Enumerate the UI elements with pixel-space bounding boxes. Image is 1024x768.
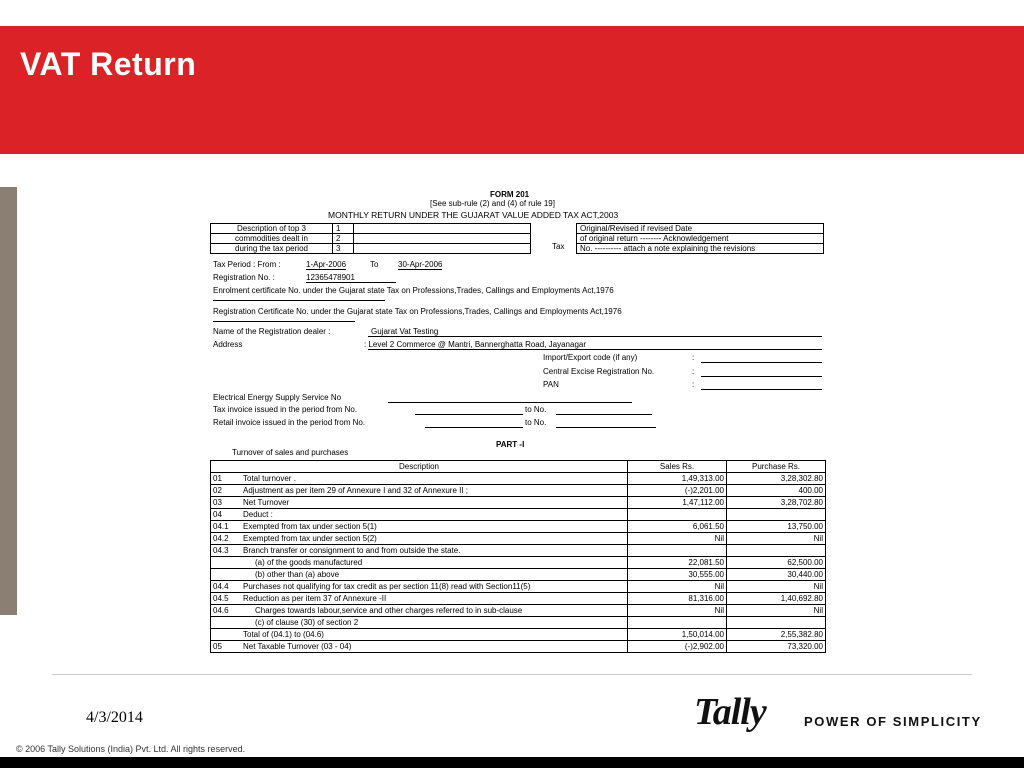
table-row bbox=[211, 545, 826, 557]
form-heading: FORM 201 bbox=[490, 190, 530, 199]
row-description: Net Turnover bbox=[241, 497, 628, 509]
retail-invoice-to-line bbox=[556, 427, 656, 428]
row-purchase: Nil bbox=[727, 581, 826, 593]
slide-title: VAT Return bbox=[20, 46, 197, 82]
central-excise-line bbox=[701, 376, 822, 377]
pan-label: PAN bbox=[543, 380, 559, 389]
table-row bbox=[211, 521, 826, 533]
footer-divider bbox=[52, 674, 972, 675]
commodity-entry bbox=[354, 244, 531, 254]
table-row bbox=[211, 641, 826, 653]
row-code: 01 bbox=[211, 473, 242, 485]
row-sales bbox=[628, 545, 727, 557]
row-sales: 6,061.50 bbox=[628, 521, 727, 533]
revision-table bbox=[576, 223, 824, 254]
dealer-name: Gujarat Vat Testing bbox=[371, 327, 439, 336]
commodity-number: 1 bbox=[333, 224, 354, 234]
row-description: (b) other than (a) above bbox=[241, 569, 628, 581]
table-row bbox=[211, 533, 826, 545]
row-sales: Nil bbox=[628, 533, 727, 545]
row-sales bbox=[628, 509, 727, 521]
commodities-label: Description of top 3 bbox=[211, 224, 333, 234]
row-code bbox=[211, 557, 242, 569]
dealer-label: Name of the Registration dealer : bbox=[213, 327, 331, 336]
table-row bbox=[211, 497, 826, 509]
import-export-line bbox=[701, 362, 822, 363]
commodities-label: during the tax period bbox=[211, 244, 333, 254]
dealer-underline bbox=[368, 336, 822, 337]
commodity-number: 2 bbox=[333, 234, 354, 244]
revision-line: of original return -------- Acknowledgement bbox=[577, 234, 824, 244]
electrical-label: Electrical Energy Supply Service No bbox=[213, 393, 342, 402]
bottom-bar bbox=[0, 757, 1024, 768]
tax-invoice-label: Tax invoice issued in the period from No. bbox=[213, 405, 358, 414]
row-sales bbox=[628, 617, 727, 629]
row-sales: Nil bbox=[628, 605, 727, 617]
row-code bbox=[211, 617, 242, 629]
table-row bbox=[211, 617, 826, 629]
copyright: © 2006 Tally Solutions (India) Pvt. Ltd. All rights reserved. bbox=[16, 744, 246, 754]
row-description: Total of (04.1) to (04.6) bbox=[241, 629, 628, 641]
row-code: 05 bbox=[211, 641, 242, 653]
row-code: 04.1 bbox=[211, 521, 242, 533]
row-description: Exempted from tax under section 5(2) bbox=[241, 533, 628, 545]
commodity-entry bbox=[354, 224, 531, 234]
row-purchase: Nil bbox=[727, 533, 826, 545]
row-code: 02 bbox=[211, 485, 242, 497]
row-description: Adjustment as per item 29 of Annexure I and 32 of Annexure II ; bbox=[241, 485, 628, 497]
row-purchase: 400.00 bbox=[727, 485, 826, 497]
row-purchase: 73,320.00 bbox=[727, 641, 826, 653]
retail-invoice-from-line bbox=[425, 427, 523, 428]
row-code bbox=[211, 629, 242, 641]
tally-logo: Tally bbox=[694, 691, 766, 733]
tax-invoice-from-line bbox=[415, 414, 523, 415]
import-export-label: Import/Export code (if any) bbox=[543, 353, 638, 362]
revision-line: No. ---------- attach a note explaining the revisions bbox=[577, 244, 824, 254]
return-title: MONTHLY RETURN UNDER THE GUJARAT VALUE ADDED TAX ACT,2003 bbox=[328, 210, 619, 220]
tax-period-to: 30-Apr-2006 bbox=[398, 260, 443, 269]
row-sales: (-)2,902.00 bbox=[628, 641, 727, 653]
row-code: 04.2 bbox=[211, 533, 242, 545]
row-description: Purchases not qualifying for tax credit as per section 11(8) read with Section11(5) bbox=[241, 581, 628, 593]
commodities-label: commodities dealt in bbox=[211, 234, 333, 244]
table-row bbox=[211, 557, 826, 569]
row-code: 04 bbox=[211, 509, 242, 521]
retail-invoice-label: Retail invoice issued in the period from No. bbox=[213, 418, 366, 427]
row-description: Reduction as per item 37 of Annexure -II bbox=[241, 593, 628, 605]
row-description: (c) of clause (30) of section 2 bbox=[241, 617, 628, 629]
enrolment-underline bbox=[213, 300, 385, 301]
row-purchase: 62,500.00 bbox=[727, 557, 826, 569]
left-accent-bar bbox=[0, 187, 17, 615]
row-purchase bbox=[727, 617, 826, 629]
row-purchase: 1,40,692.80 bbox=[727, 593, 826, 605]
central-excise-label: Central Excise Registration No. bbox=[543, 367, 655, 376]
row-purchase bbox=[727, 545, 826, 557]
row-purchase bbox=[727, 509, 826, 521]
header-purchase: Purchase Rs. bbox=[727, 461, 826, 473]
row-sales: 30,555.00 bbox=[628, 569, 727, 581]
turnover-table bbox=[210, 460, 826, 653]
row-purchase: 30,440.00 bbox=[727, 569, 826, 581]
row-code: 03 bbox=[211, 497, 242, 509]
central-excise-colon: : bbox=[692, 367, 695, 376]
form-subheading: [See sub-rule (2) and (4) of rule 19] bbox=[430, 199, 555, 208]
commodity-number: 3 bbox=[333, 244, 354, 254]
table-row bbox=[211, 629, 826, 641]
enrolment-certificate: Enrolment certificate No. under the Gujarat state Tax on Professions,Trades, Callings and Employments Act,1976 bbox=[213, 286, 614, 295]
row-sales: 1,50,014.00 bbox=[628, 629, 727, 641]
registration-underline bbox=[306, 282, 396, 283]
registration-number: 12365478901 bbox=[306, 273, 355, 282]
row-purchase: 3,28,302.80 bbox=[727, 473, 826, 485]
row-sales: 1,47,112.00 bbox=[628, 497, 727, 509]
registration-label: Registration No. : bbox=[213, 273, 275, 282]
tax-label: Tax bbox=[552, 242, 565, 251]
row-purchase: 13,750.00 bbox=[727, 521, 826, 533]
row-description: (a) of the goods manufactured bbox=[241, 557, 628, 569]
commodities-table bbox=[210, 223, 531, 254]
part-heading: PART -I bbox=[496, 440, 525, 449]
pan-line bbox=[701, 389, 822, 390]
row-description: Net Taxable Turnover (03 - 04) bbox=[241, 641, 628, 653]
header-sales: Sales Rs. bbox=[628, 461, 727, 473]
table-header-row bbox=[211, 461, 826, 473]
row-purchase: 2,55,382.80 bbox=[727, 629, 826, 641]
header-description: Description bbox=[211, 461, 628, 473]
pan-colon: : bbox=[692, 380, 695, 389]
address-underline bbox=[368, 349, 822, 350]
electrical-line bbox=[388, 402, 632, 403]
table-row bbox=[211, 605, 826, 617]
row-code: 04.5 bbox=[211, 593, 242, 605]
header-banner bbox=[0, 26, 1024, 154]
import-export-colon: : bbox=[692, 353, 695, 362]
table-row bbox=[211, 569, 826, 581]
address-label: Address bbox=[213, 340, 243, 349]
vat-form-201 bbox=[200, 186, 840, 666]
row-purchase: 3,28,702.80 bbox=[727, 497, 826, 509]
table-row bbox=[211, 485, 826, 497]
row-sales: (-)2,201.00 bbox=[628, 485, 727, 497]
row-sales: 22,081.50 bbox=[628, 557, 727, 569]
commodity-entry bbox=[354, 234, 531, 244]
table-row bbox=[211, 581, 826, 593]
row-sales: 1,49,313.00 bbox=[628, 473, 727, 485]
address-value: : Level 2 Commerce @ Mantri, Bannerghatta Road, Jayanagar bbox=[364, 340, 587, 349]
tagline: POWER OF SIMPLICITY bbox=[804, 714, 982, 729]
tax-invoice-to-line bbox=[556, 414, 652, 415]
row-description: Exempted from tax under section 5(1) bbox=[241, 521, 628, 533]
slide-date: 4/3/2014 bbox=[86, 709, 143, 726]
row-sales: Nil bbox=[628, 581, 727, 593]
revision-line: Original/Revised if revised Date bbox=[577, 224, 824, 234]
row-code: 04.4 bbox=[211, 581, 242, 593]
tax-period-label: Tax Period : From : bbox=[213, 260, 281, 269]
row-description: Branch transfer or consignment to and from outside the state. bbox=[241, 545, 628, 557]
tax-invoice-to-label: to No. bbox=[525, 405, 547, 414]
row-purchase: Nil bbox=[727, 605, 826, 617]
row-code bbox=[211, 569, 242, 581]
row-description: Deduct : bbox=[241, 509, 628, 521]
row-description: Charges towards labour,service and other charges referred to in sub-clause bbox=[241, 605, 628, 617]
tax-period-from: 1-Apr-2006 bbox=[306, 260, 347, 269]
row-code: 04.6 bbox=[211, 605, 242, 617]
tax-period-to-label: To bbox=[370, 260, 379, 269]
row-code: 04.3 bbox=[211, 545, 242, 557]
table-row bbox=[211, 473, 826, 485]
retail-invoice-to-label: to No. bbox=[525, 418, 547, 427]
row-sales: 81,316.00 bbox=[628, 593, 727, 605]
table-row bbox=[211, 509, 826, 521]
reg-certificate-underline bbox=[213, 321, 355, 322]
registration-certificate: Registration Certificate No. under the Gujarat state Tax on Professions,Trades, Callings and Employments Act,1976 bbox=[213, 307, 622, 316]
row-description: Total turnover . bbox=[241, 473, 628, 485]
turnover-caption: Turnover of sales and purchases bbox=[232, 448, 349, 457]
table-row bbox=[211, 593, 826, 605]
